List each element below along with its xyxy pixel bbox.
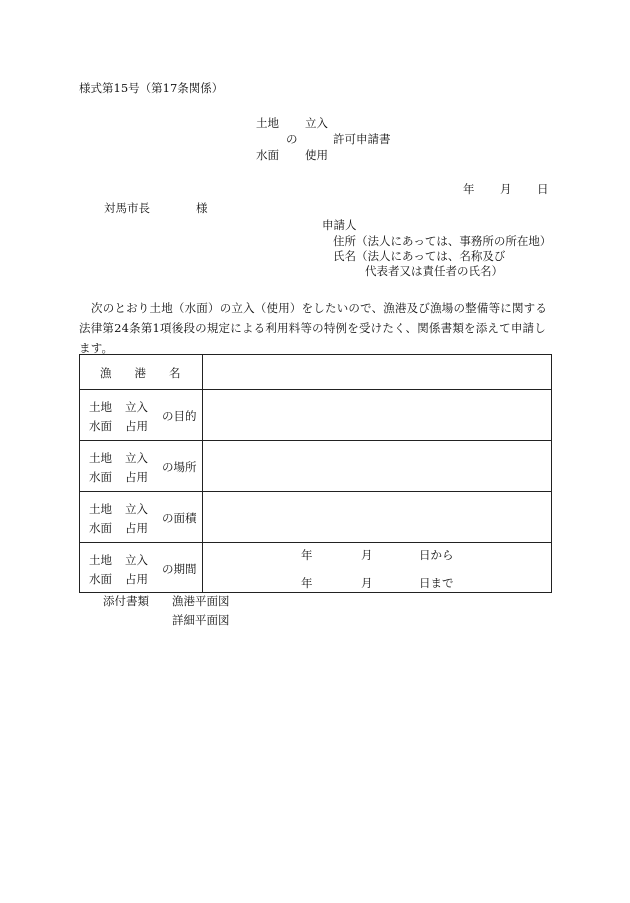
place-enter: 立入 xyxy=(125,451,148,465)
addressee-name: 対馬市長 xyxy=(104,201,150,215)
title-no: の xyxy=(286,132,298,146)
applicant-name-line2: 代表者又は責任者の氏名） xyxy=(365,264,503,278)
title-land: 土地 xyxy=(256,116,279,130)
period-from-month: 月 xyxy=(361,548,373,562)
table-row-purpose xyxy=(80,389,551,440)
port-name-label-cell xyxy=(80,355,203,389)
purpose-land: 土地 xyxy=(89,400,112,414)
application-table xyxy=(79,354,552,593)
place-value[interactable] xyxy=(203,441,551,491)
purpose-occupy: 占用 xyxy=(125,419,148,433)
area-water: 水面 xyxy=(89,521,112,535)
date-year: 年 xyxy=(463,182,475,196)
period-to-day: 日まで xyxy=(419,576,454,590)
period-to-month: 月 xyxy=(361,576,373,590)
period-from-day: 日から xyxy=(419,548,454,562)
applicant-address: 住所（法人にあっては、事務所の所在地） xyxy=(333,234,552,248)
attachment-item: 詳細平面図 xyxy=(172,613,230,627)
period-from-year: 年 xyxy=(301,548,313,562)
period-water: 水面 xyxy=(89,572,112,586)
period-label: の期間 xyxy=(162,562,197,576)
period-enter: 立入 xyxy=(125,553,148,567)
purpose-value[interactable] xyxy=(203,390,551,440)
period-to-year: 年 xyxy=(301,576,313,590)
port-name-value[interactable] xyxy=(203,355,551,389)
table-row-area xyxy=(80,491,551,542)
period-land: 土地 xyxy=(89,553,112,567)
title-enter: 立入 xyxy=(305,116,328,130)
table-row-port-name xyxy=(80,355,551,389)
applicant-label: 申請人 xyxy=(322,218,357,232)
port-name-label: 漁 港 名 xyxy=(100,366,181,380)
title-use: 使用 xyxy=(305,148,328,162)
attachments-label: 添付書類 xyxy=(103,594,149,608)
title-water: 水面 xyxy=(256,148,279,162)
table-row-place xyxy=(80,440,551,491)
table-row-period xyxy=(80,542,551,592)
place-water: 水面 xyxy=(89,470,112,484)
form-number: 様式第15号（第17条関係） xyxy=(79,81,224,95)
purpose-label-cell xyxy=(80,390,203,440)
area-label: の面積 xyxy=(162,511,197,525)
period-occupy: 占用 xyxy=(125,572,148,586)
purpose-enter: 立入 xyxy=(125,400,148,414)
title-suffix: 許可申請書 xyxy=(333,132,391,146)
purpose-label: の目的 xyxy=(162,409,197,423)
place-label: の場所 xyxy=(162,460,197,474)
period-value[interactable] xyxy=(203,543,551,592)
body-text: 次のとおり土地（水面）の立入（使用）をしたいので、漁港及び漁場の整備等に関する法律第24条第1項後段の規定による利用料等の特例を受けたく、関係書類を添えて申請します。 xyxy=(79,301,548,355)
area-enter: 立入 xyxy=(125,502,148,516)
body-paragraph xyxy=(79,298,552,358)
period-label-cell xyxy=(80,543,203,592)
applicant-name-line1: 氏名（法人にあっては、名称及び xyxy=(333,249,506,263)
place-land: 土地 xyxy=(89,451,112,465)
addressee-honorific: 様 xyxy=(196,201,208,215)
place-label-cell xyxy=(80,441,203,491)
date-day: 日 xyxy=(537,182,549,196)
area-land: 土地 xyxy=(89,502,112,516)
attachment-item: 漁港平面図 xyxy=(172,594,230,608)
area-value[interactable] xyxy=(203,492,551,542)
area-occupy: 占用 xyxy=(125,521,148,535)
area-label-cell xyxy=(80,492,203,542)
place-occupy: 占用 xyxy=(125,470,148,484)
purpose-water: 水面 xyxy=(89,419,112,433)
date-month: 月 xyxy=(500,182,512,196)
